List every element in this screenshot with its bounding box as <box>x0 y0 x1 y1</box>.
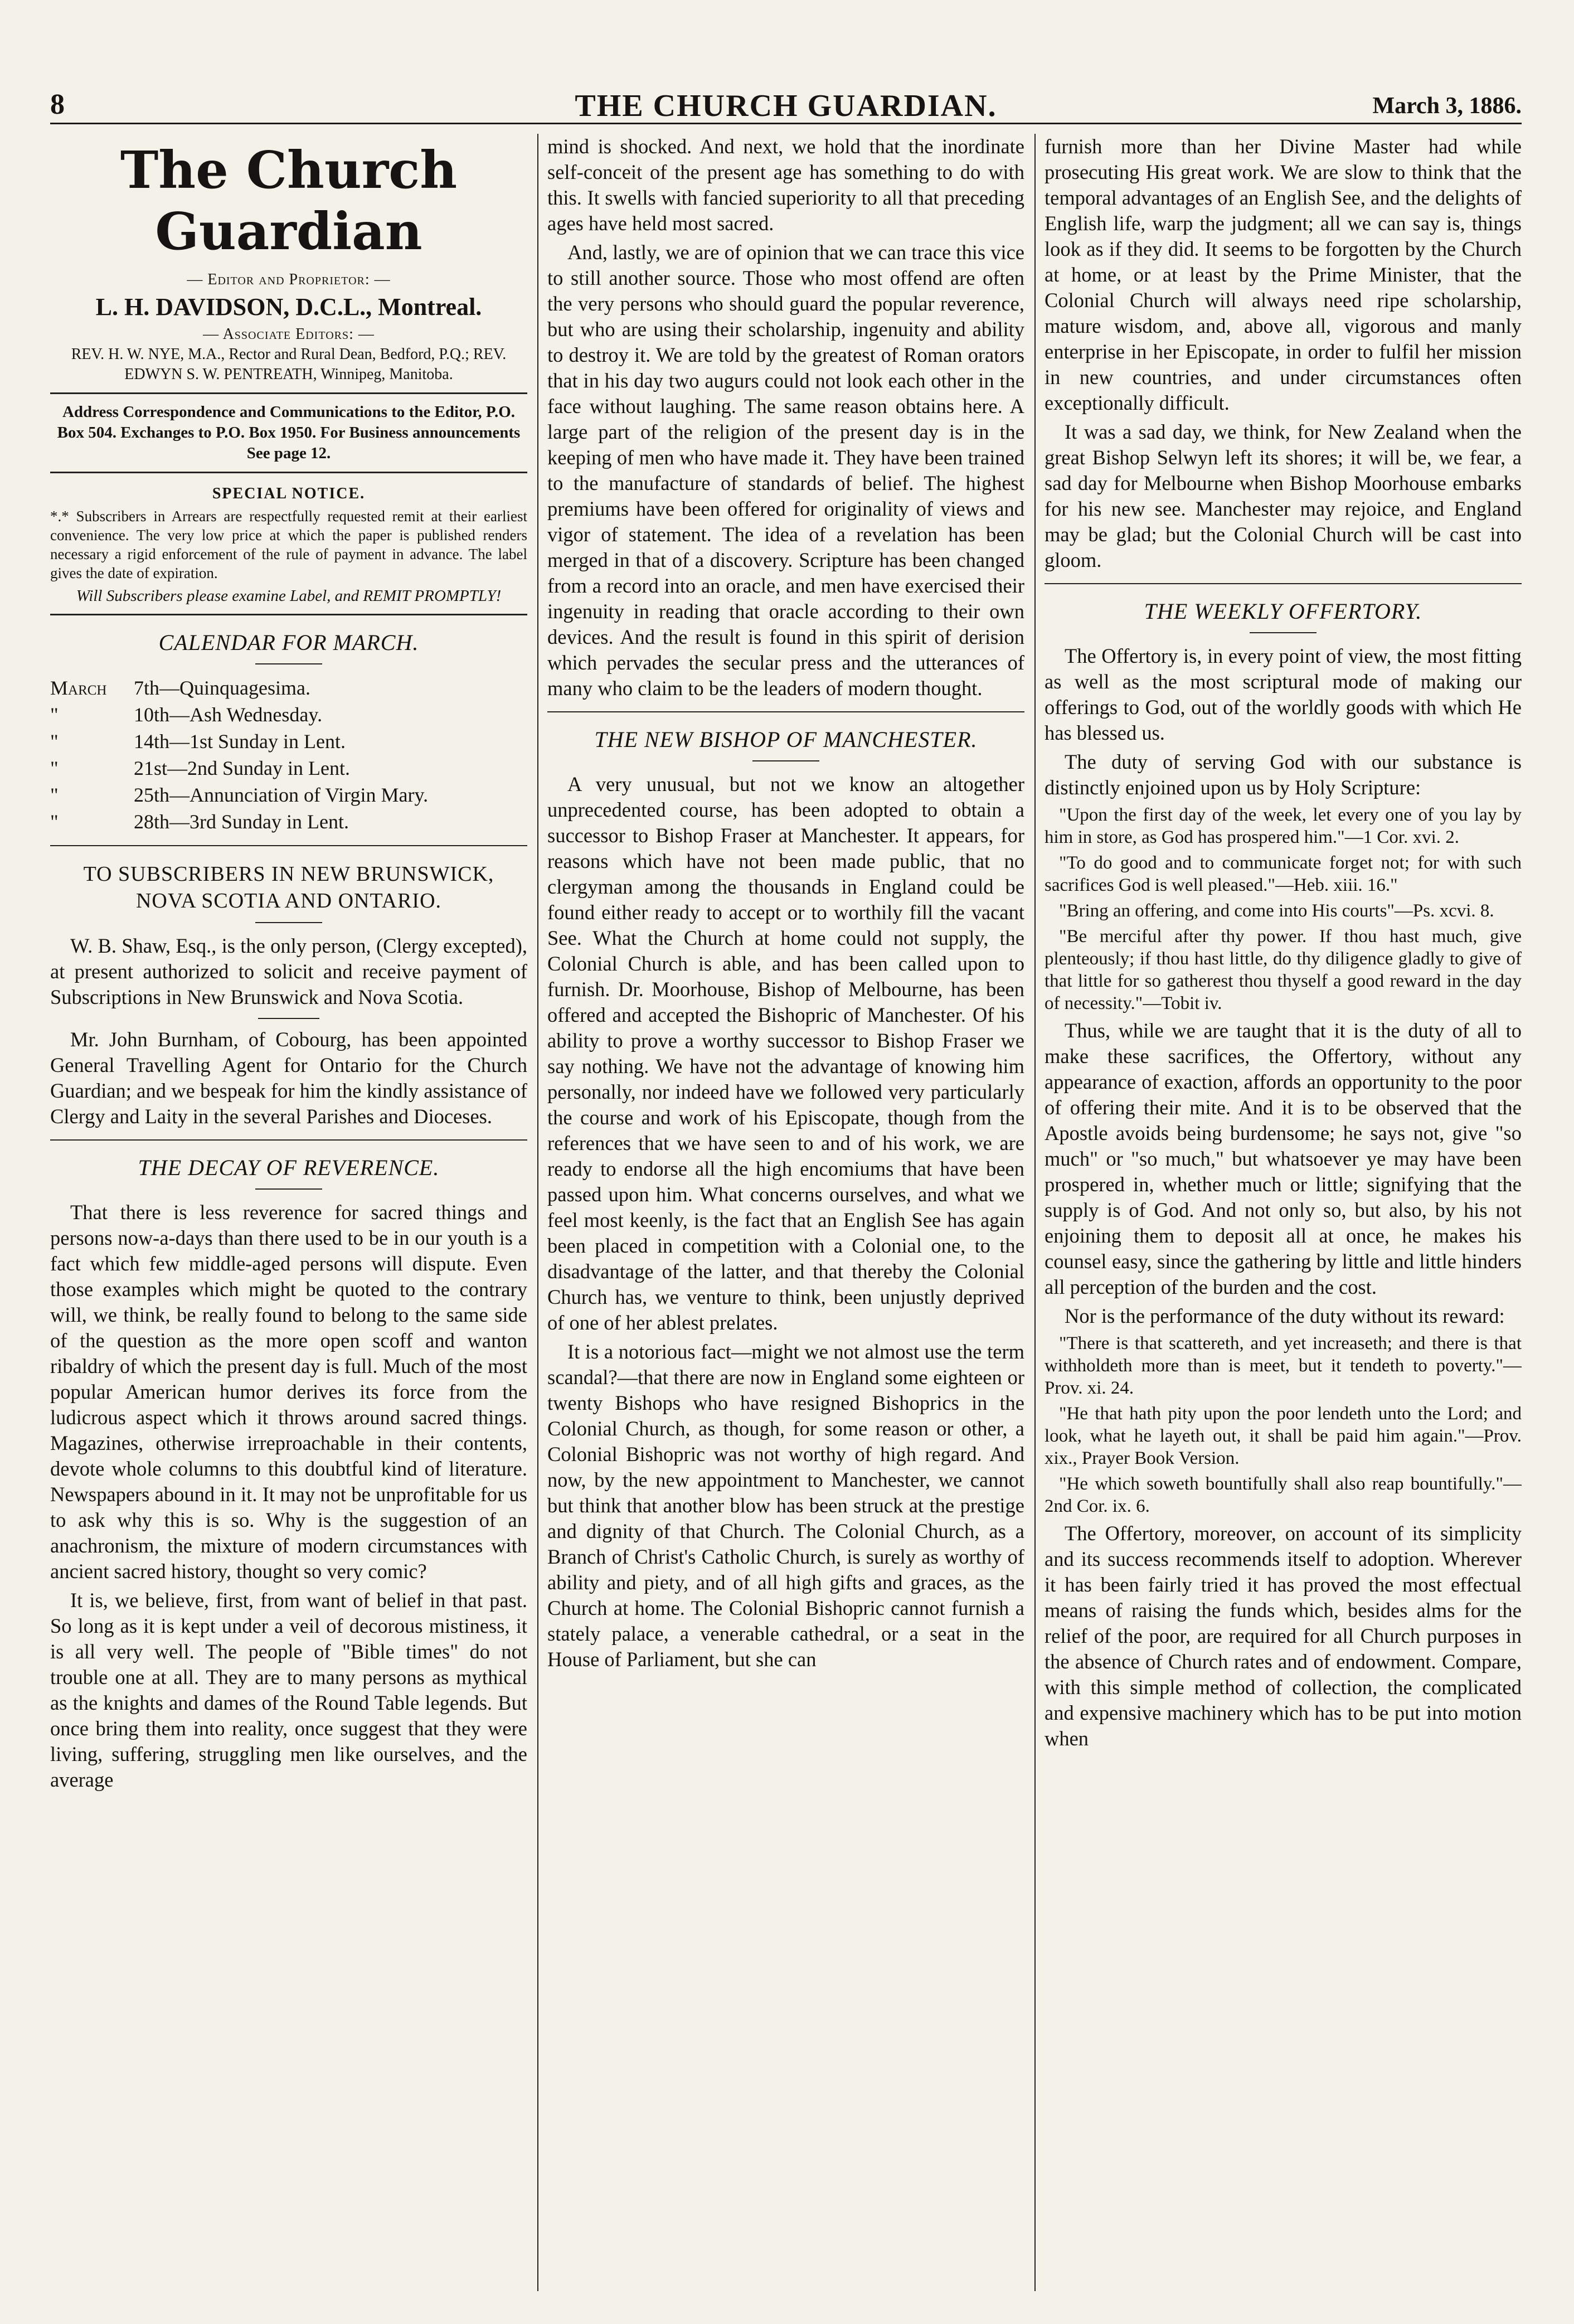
short-rule <box>255 1188 322 1190</box>
column-2 <box>547 134 1024 2291</box>
divider <box>50 392 527 394</box>
calendar-row <box>50 701 527 728</box>
calendar-month: March <box>50 677 107 699</box>
calendar-row <box>50 675 527 701</box>
scripture-quote: "He which soweth bountifully shall also reap bountifully."—2nd Cor. ix. 6. <box>1045 1474 1522 1516</box>
calendar-entry: 14th—1st Sunday in Lent. <box>134 730 346 753</box>
calendar-entry: 7th—Quinquagesima. <box>134 677 310 699</box>
column-3 <box>1045 134 1522 2291</box>
divider <box>50 1139 527 1141</box>
short-rule <box>255 663 322 664</box>
article-paragraph: It is, we believe, first, from want of belief in that past. So long as it is kept under a veil of decorous mistiness, it is all very well. The people of "Bible times" do not trouble one at all. They are to many persons as mythical as the knights and dames of the Round Table legends. But once bring them into reality, once suggest that they were living, suffering, struggling men like ourselves, and the average <box>50 1589 527 1791</box>
column-1 <box>50 134 527 2291</box>
scripture-quote: "Be merciful after thy power. If thou hast much, give plenteously; if thou hast little, do thy diligence gladly to give of that little for so gatherest thou thyself a good reward in the day of necessity."—Tobit iv. <box>1045 926 1522 1013</box>
subscribers-heading: TO SUBSCRIBERS IN NEW BRUNSWICK, NOVA SCOTIA AND ONTARIO. <box>83 862 494 913</box>
article-paragraph: And, lastly, we are of opinion that we can trace this vice to still another source. Those who most offend are often the very persons who should guard the popular reverence, but who are using their scholarship, ingenuity and ability to destroy it. We are told by the greatest of Roman orators that in his day two augurs could not look each other in the face without laughing. The same reason obtains here. A large part of the religion of the present day is in the keeping of men who have made it. They have been trained to the manufacture of standards of belief. The highest premiums have been offered for originality of views and vigor of statement. The idea of a revelation has been merged in that of a discovery. Scripture has been changed from a record into an oracle, and men have exercised their ingenuity in reading that oracle according to their own devices. And the result is found in this spirit of derision which pervades the secular press and the utterances of many who claim to be the leaders of modern thought. <box>547 241 1024 700</box>
divider <box>547 711 1024 712</box>
subscribers-paragraph: Mr. John Burnham, of Cobourg, has been appointed General Travelling Agent for Ontario for the Church Guardian; and we bespeak for him the kindly assistance of Clergy and Laity in the several Parishes and Dioceses. <box>50 1028 527 1128</box>
scripture-quote: "There is that scattereth, and yet increaseth; and there is that withholdeth more than is meet, but it tendeth to poverty."—Prov. xi. 24. <box>1045 1333 1522 1398</box>
column-divider <box>537 134 538 2291</box>
article-paragraph: The Offertory is, in every point of view, the most fitting as well as the most scriptural mode of making our offerings to God, out of the worldly goods with which He has blessed us. <box>1045 644 1522 744</box>
calendar-month: " <box>50 811 59 833</box>
short-rule <box>752 760 819 761</box>
calendar-entry: 10th—Ash Wednesday. <box>134 703 323 726</box>
decay-heading: THE DECAY OF REVERENCE. <box>138 1155 440 1180</box>
calendar-entry: 25th—Annunciation of Virgin Mary. <box>134 784 429 806</box>
calendar-list <box>50 675 527 835</box>
calendar-month: " <box>50 730 59 753</box>
masthead-title: The Church Guardian <box>120 140 458 261</box>
associate-editors: REV. H. W. NYE, M.A., Rector and Rural Dean, Bedford, P.Q.; REV. EDWYN S. W. PENTREATH, Winnipeg, Manitoba. <box>71 346 507 383</box>
special-notice-body: *.* Subscribers in Arrears are respectfully requested remit at their earliest convenience. The very low price at which the paper is published renders necessary a rigid enforcement of the rule of payment in advance. The label gives the date of expiration. <box>50 508 527 581</box>
page-number: 8 <box>50 89 65 120</box>
calendar-month: " <box>50 784 59 806</box>
calendar-row <box>50 728 527 755</box>
remit-notice: Will Subscribers please examine Label, and REMIT PROMPTLY! <box>76 587 502 605</box>
calendar-entry: 21st—2nd Sunday in Lent. <box>134 757 350 779</box>
article-paragraph: It is a notorious fact—might we not almost use the term scandal?—that there are now in England some eighteen or twenty Bishops who have resigned Bishoprics in the Colonial Church, as though, for some reason or other, a Colonial Bishopric was not worthy of high regard. And now, by the new appointment to Manchester, we cannot but think that another blow has been struck at the prestige and dignity of that Church. The Colonial Church, as a Branch of Christ's Catholic Church, is surely as worthy of ability and piety, and of all high gifts and graces, as the Church at home. The Colonial Bishopric cannot furnish a stately palace, a venerable cathedral, or a seat in the House of Parliament, but she can <box>547 1340 1024 1671</box>
scripture-quote: "Bring an offering, and come into His courts"—Ps. xcvi. 8. <box>1059 901 1494 921</box>
divider <box>50 472 527 473</box>
calendar-row <box>50 808 527 835</box>
scripture-quote: "He that hath pity upon the poor lendeth unto the Lord; and look, what he layeth out, it shall be paid him again."—Prov. xix., Prayer Book Version. <box>1045 1404 1522 1468</box>
article-paragraph: The Offertory, moreover, on account of its simplicity and its success recommends itself to adoption. Wherever it has been fairly tried it has proved the most effectual means of raising the funds which, besides alms for the relief of the poor, are required for all Church purposes in the absence of Church rates and of endowment. Compare, with this simple method of collection, the complicated and expensive machinery which has to be put into motion when <box>1045 1522 1522 1750</box>
short-rule <box>1250 632 1316 633</box>
article-paragraph: furnish more than her Divine Master had while prosecuting His great work. We are slow to think that the temporal advantages of an English See, and the delights of English life, warp the judgment; all we can say is, things look as if they did. It seems to be forgotten by the Church at home, or at least by the Prime Minister, that the Colonial Church will always need ripe scholarship, mature wisdom, and, above all, vigorous and manly enterprise in her Episcopate, in order to fulfil her mission in new countries, and under circumstances often exceptionally difficult. <box>1045 135 1522 414</box>
subscribers-paragraph: W. B. Shaw, Esq., is the only person, (Clergy excepted), at present authorized to solicit and receive payment of Subscriptions in New Brunswick and Nova Scotia. <box>50 934 527 1008</box>
offertory-heading: THE WEEKLY OFFERTORY. <box>1144 599 1422 624</box>
calendar-month: " <box>50 757 59 779</box>
divider <box>50 845 527 846</box>
associate-label: — Associate Editors: — <box>203 326 375 343</box>
editor-label: — Editor and Proprietor: — <box>187 271 391 288</box>
calendar-row <box>50 782 527 808</box>
article-paragraph: A very unusual, but not we know an altogether unprecedented course, has been adopted to obtain a successor to Bishop Fraser at Manchester. It appears, for reasons which have not been made public, that no clergyman among the thousands in England could be found either ready to accept or to worthily fill the vacant See. What the Church at home could not supply, the Colonial Church is able, and has been called upon to furnish. Dr. Moorhouse, Bishop of Melbourne, has been offered and accepted the Bishopric of Manchester. Of his ability to prove a worthy successor to Bishop Fraser we say nothing. We have not the advantage of knowing him personally, nor indeed have we followed very particularly the course and work of his Episcopate, though from the references that we have seen to and of his work, we are ready to endorse all the high encomiums that have been passed upon him. What concerns ourselves, and what we feel most keenly, is the fact that an English See has again been placed in competition with a Colonial one, to the disadvantage of the latter, and that thereby the Colonial Church has, we venture to think, been unjustly deprived of one of her ablest prelates. <box>547 773 1024 1334</box>
address-notice: Address Correspondence and Communications to the Editor, P.O. Box 504. Exchanges to P.O. Box 1950. For Business announcements See page 12. <box>57 403 521 462</box>
running-title: THE CHURCH GUARDIAN. <box>575 89 997 123</box>
article-paragraph: It was a sad day, we think, for New Zealand when the great Bishop Selwyn left its shores; it will be, we fear, a sad day for Melbourne when Bishop Moorhouse embarks for his new see. Manchester may rejoice, and England may be glad; but the Colonial Church will be cast into gloom. <box>1045 420 1522 571</box>
short-rule <box>258 1018 319 1019</box>
calendar-heading: CALENDAR FOR MARCH. <box>158 630 419 655</box>
column-divider <box>1034 134 1036 2291</box>
article-paragraph: Nor is the performance of the duty without its reward: <box>1065 1304 1505 1327</box>
article-paragraph: The duty of serving God with our substance is distinctly enjoined upon us by Holy Scripture: <box>1045 750 1522 799</box>
issue-date: March 3, 1886. <box>1372 93 1522 119</box>
page-header <box>50 84 1522 124</box>
manchester-heading: THE NEW BISHOP OF MANCHESTER. <box>594 727 978 752</box>
calendar-row <box>50 755 527 782</box>
article-paragraph: Thus, while we are taught that it is the duty of all to make these sacrifices, the Offertory, without any appearance of exaction, affords an opportunity to the poor of offering their mite. And it is to be observed that the Apostle avoids being burdensome; he says not, give "so much" or "so much," but whatsoever ye may have been prospered in, whether much or little; signifying that the supply is of God. And not only so, but also, by his not enjoining them to deposit all at once, he makes his counsel easy, since the gathering by little and little hinders all perception of the burden and the cost. <box>1045 1019 1522 1298</box>
editor-name: L. H. DAVIDSON, D.C.L., Montreal. <box>95 293 482 321</box>
short-rule <box>255 922 322 923</box>
article-paragraph: That there is less reverence for sacred things and persons now-a-days than there used to be in our youth is a fact which few middle-aged persons will dispute. Even those examples which might be quoted to the contrary will, we think, be really found to belong to the same side of the question as the more open scoff and wanton ribaldry of which the present day is full. Much of the most popular American humor derives its force from the ludicrous aspect which it throws around sacred things. Magazines, otherwise irreproachable in their contents, devote whole columns to this doubtful kind of literature. Newspapers abound in it. It may not be unprofitable for us to ask why this is so. Why is the suggestion of an anachronism, the mixture of modern circumstances with ancient sacred history, thought so very comic? <box>50 1201 527 1583</box>
scripture-quote: "To do good and to communicate forget not; for with such sacrifices God is well pleased."—Heb. xiii. 16." <box>1045 853 1522 895</box>
calendar-entry: 28th—3rd Sunday in Lent. <box>134 811 349 833</box>
calendar-month: " <box>50 703 59 726</box>
special-notice-title: SPECIAL NOTICE. <box>212 485 366 502</box>
divider <box>1045 583 1522 584</box>
article-paragraph: mind is shocked. And next, we hold that the inordinate self-conceit of the present age has something to do with this. It swells with fancied superiority to all that preceding ages have held most sacred. <box>547 135 1024 235</box>
scripture-quote: "Upon the first day of the week, let every one of you lay by him in store, as God has prospered him."—1 Cor. xvi. 2. <box>1045 805 1522 847</box>
divider <box>50 614 527 615</box>
